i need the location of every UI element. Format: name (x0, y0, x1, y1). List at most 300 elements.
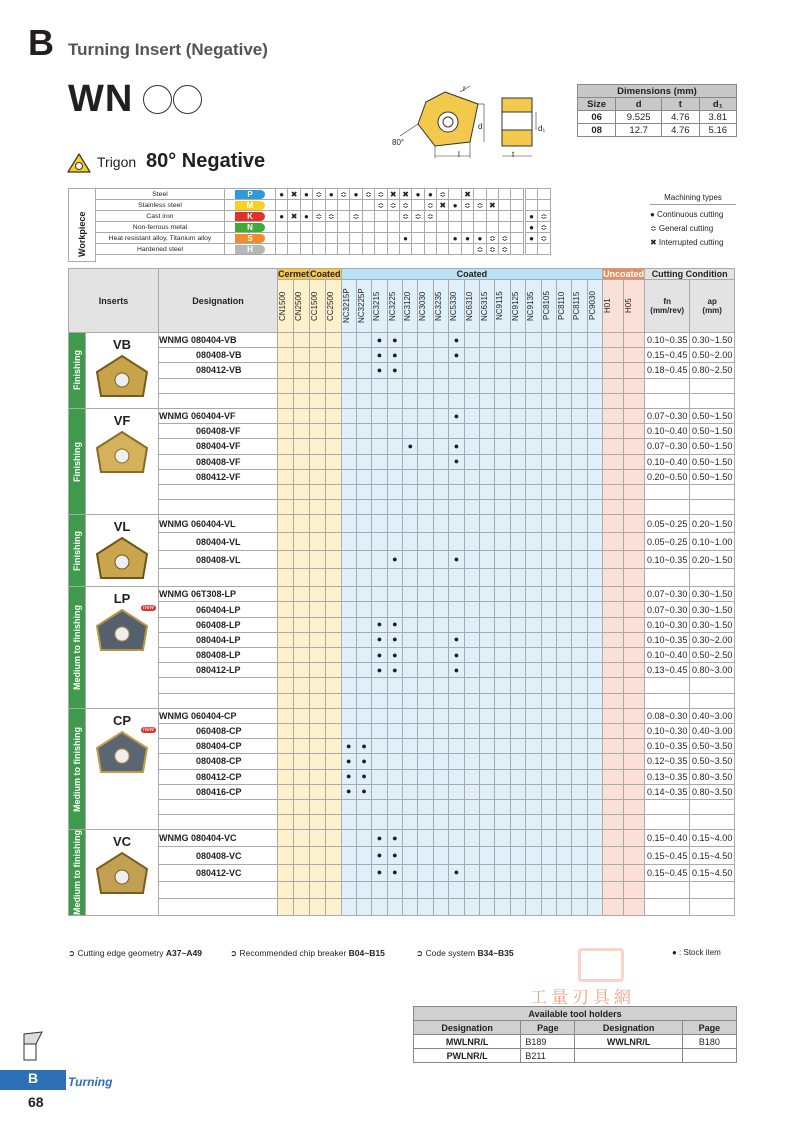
grade-header (278, 280, 294, 333)
machining-mark: ≎ (538, 233, 550, 244)
stock-cell (325, 678, 341, 693)
machining-mark (437, 244, 449, 255)
table-row (69, 408, 735, 423)
machining-mark: ≎ (375, 189, 387, 200)
designation-cell[interactable] (159, 551, 278, 569)
stock-cell (587, 847, 602, 864)
stock-cell (403, 551, 418, 569)
stock-cell (387, 739, 402, 754)
stock-cell (495, 754, 510, 769)
stock-cell (356, 830, 371, 847)
stock-cell (294, 484, 310, 499)
machining-mark (511, 189, 524, 200)
machining-mark (511, 200, 524, 211)
designation-code: 080404-VF (196, 441, 241, 452)
stock-cell (387, 648, 402, 663)
designation-code: 080412-LP (196, 665, 241, 676)
grade-name: NC9135 (526, 291, 536, 321)
stock-cell (387, 454, 402, 469)
stock-cell (341, 569, 356, 587)
machining-mark: ● (300, 189, 312, 200)
stock-cell (418, 830, 433, 847)
stock-cell (403, 830, 418, 847)
machining-mark (300, 233, 312, 244)
stock-cell (480, 569, 495, 587)
stock-cell (387, 754, 402, 769)
stock-cell (372, 899, 387, 916)
machining-mark: ● (300, 211, 312, 222)
designation-cell[interactable] (159, 363, 278, 378)
stock-cell (278, 533, 294, 551)
stock-cell (572, 500, 587, 515)
stock-cell (449, 469, 464, 484)
stock-cell (278, 500, 294, 515)
stock-cell (624, 754, 645, 769)
designation-cell[interactable] (159, 617, 278, 632)
stock-cell (624, 408, 645, 423)
stock-cell (403, 569, 418, 587)
stock-dot-icon: ● (453, 867, 460, 878)
stock-cell (495, 363, 510, 378)
stock-cell (624, 632, 645, 647)
stock-cell (587, 663, 602, 678)
designation-cell[interactable] (159, 439, 278, 454)
designation-cell[interactable] (159, 739, 278, 754)
chip-breaker-code: VB (112, 337, 132, 352)
machining-mark (449, 222, 461, 233)
stock-cell (310, 881, 326, 898)
stock-cell (433, 617, 448, 632)
insert-table (68, 268, 735, 916)
stock-cell (557, 378, 572, 393)
stock-cell (387, 439, 402, 454)
machining-mark: ≎ (461, 200, 473, 211)
stock-cell (433, 569, 448, 587)
stock-cell (387, 830, 402, 847)
stock-cell (572, 551, 587, 569)
machining-mark (325, 233, 337, 244)
machining-mark (325, 200, 337, 211)
stock-cell (403, 602, 418, 617)
machining-mark (375, 211, 387, 222)
grade-header (387, 280, 402, 333)
stock-cell (495, 408, 510, 423)
stock-cell (310, 784, 326, 799)
machining-mark (313, 200, 325, 211)
stock-cell (526, 469, 541, 484)
machining-mark: ● (276, 211, 288, 222)
stock-cell (480, 899, 495, 916)
stock-cell (480, 881, 495, 898)
machining-mark (288, 222, 300, 233)
stock-cell (495, 864, 510, 881)
stock-cell (325, 348, 341, 363)
workpiece-row (96, 211, 551, 222)
stock-cell (310, 469, 326, 484)
stock-cell (557, 602, 572, 617)
ap-value: 0.50~1.50 (690, 439, 735, 454)
stock-cell (294, 424, 310, 439)
stock-cell (310, 484, 326, 499)
stock-cell (541, 693, 556, 708)
stock-cell (372, 678, 387, 693)
stock-cell (480, 693, 495, 708)
fn-value (645, 693, 690, 708)
stock-cell (495, 439, 510, 454)
stock-cell (449, 500, 464, 515)
designation-code: 080412-VF (196, 471, 241, 482)
stock-cell (557, 864, 572, 881)
stock-cell (310, 830, 326, 847)
ap-unit: (mm) (702, 306, 722, 315)
stock-cell (433, 739, 448, 754)
label-r: r (463, 84, 466, 93)
table-row (69, 847, 735, 864)
stock-cell (356, 348, 371, 363)
grade-name: NC6315 (480, 291, 490, 321)
stock-cell (372, 378, 387, 393)
stock-cell (403, 881, 418, 898)
stock-cell (310, 754, 326, 769)
stock-cell (433, 708, 448, 723)
stock-cell (341, 393, 356, 408)
stock-cell (526, 533, 541, 551)
stock-dot-icon: ● (453, 410, 460, 421)
designation-cell[interactable] (159, 515, 278, 533)
holder-designation[interactable]: PWLNR/L (414, 1049, 521, 1063)
designation-cell[interactable] (159, 469, 278, 484)
stock-cell (557, 815, 572, 830)
application-text: Finishing (72, 441, 82, 482)
designation-code: 080404-CP (196, 741, 242, 752)
stock-cell (587, 515, 602, 533)
designation-cell[interactable] (159, 754, 278, 769)
stock-cell (464, 815, 479, 830)
stock-cell (294, 899, 310, 916)
application-label (69, 515, 86, 587)
stock-cell (603, 469, 624, 484)
designation-prefix: WNMG (159, 518, 189, 529)
stock-cell (433, 784, 448, 799)
table-row (69, 378, 735, 393)
machining-mark (486, 222, 498, 233)
dim-cell: 4.76 (662, 111, 699, 124)
table-row (69, 784, 735, 799)
stock-cell (464, 784, 479, 799)
designation-cell[interactable] (159, 408, 278, 423)
stock-cell (356, 678, 371, 693)
stock-cell (526, 617, 541, 632)
stock-cell (495, 799, 510, 814)
machining-mark (412, 200, 424, 211)
designation-cell[interactable] (159, 847, 278, 864)
fn-value (645, 484, 690, 499)
stock-cell (449, 784, 464, 799)
stock-cell (387, 533, 402, 551)
machining-mark: ≎ (538, 222, 550, 233)
stock-cell (325, 708, 341, 723)
holder-page[interactable]: B211 (521, 1049, 575, 1063)
stock-cell (624, 363, 645, 378)
stock-cell (372, 454, 387, 469)
stock-dot-icon: ● (407, 440, 413, 451)
machining-mark (337, 222, 349, 233)
stock-cell (526, 881, 541, 898)
stock-cell (449, 393, 464, 408)
stock-cell (510, 784, 525, 799)
stock-cell (557, 769, 572, 784)
workpiece-label: Workpiece (77, 211, 87, 257)
stock-cell (372, 500, 387, 515)
ap-value: 0.80~2.50 (690, 363, 735, 378)
holder-page[interactable]: B180 (682, 1035, 736, 1049)
stock-cell (603, 769, 624, 784)
insert-cell (86, 333, 159, 409)
stock-cell (624, 393, 645, 408)
stock-cell (510, 515, 525, 533)
stock-cell (403, 847, 418, 864)
stock-cell (480, 678, 495, 693)
stock-cell (541, 617, 556, 632)
designation-cell[interactable] (159, 864, 278, 881)
stock-cell (480, 708, 495, 723)
stock-cell (325, 602, 341, 617)
stock-cell (310, 899, 326, 916)
stock-cell (310, 424, 326, 439)
stock-cell (278, 799, 294, 814)
stock-cell (341, 632, 356, 647)
stock-cell (310, 617, 326, 632)
stock-cell (464, 424, 479, 439)
stock-cell (624, 378, 645, 393)
designation-prefix: WNMG (159, 833, 189, 844)
stock-cell (433, 847, 448, 864)
stock-cell (464, 602, 479, 617)
stock-cell (557, 723, 572, 738)
stock-cell (278, 899, 294, 916)
designation-cell[interactable] (159, 454, 278, 469)
stock-cell (294, 587, 310, 602)
designation-cell[interactable] (159, 663, 278, 678)
col-fn (645, 280, 690, 333)
machining-mark (362, 200, 374, 211)
stock-cell (526, 899, 541, 916)
stock-cell (294, 454, 310, 469)
application-text: Medium to finishing (72, 830, 82, 916)
stock-cell (541, 408, 556, 423)
stock-cell (572, 469, 587, 484)
stock-cell (624, 769, 645, 784)
stock-cell (356, 363, 371, 378)
ap-value (690, 799, 735, 814)
stock-cell (325, 739, 341, 754)
stock-cell (294, 864, 310, 881)
designation-cell[interactable] (159, 830, 278, 847)
stock-cell (341, 864, 356, 881)
machining-mark (350, 222, 362, 233)
stock-cell (356, 847, 371, 864)
fn-value (645, 569, 690, 587)
insert-photo-icon (93, 428, 151, 478)
stock-cell (433, 348, 448, 363)
ref-chip-breaker[interactable] (230, 948, 385, 959)
stock-cell (403, 515, 418, 533)
stock-cell (449, 348, 464, 363)
page-title: Turning Insert (Negative) (68, 40, 268, 59)
dim-cell: 4.76 (662, 124, 699, 137)
designation-cell[interactable] (159, 424, 278, 439)
stock-cell (572, 678, 587, 693)
stock-cell (510, 484, 525, 499)
stock-cell (325, 663, 341, 678)
fn-value: 0.05~0.25 (645, 515, 690, 533)
designation-cell[interactable] (159, 587, 278, 602)
designation-cell[interactable] (159, 708, 278, 723)
stock-cell (372, 617, 387, 632)
stock-cell (624, 348, 645, 363)
stock-dot-icon: ● (392, 334, 398, 345)
col-designation: Designation (159, 269, 278, 333)
stock-cell (557, 648, 572, 663)
ref-edge-geometry[interactable] (68, 948, 202, 959)
stock-cell (480, 769, 495, 784)
grade-header (418, 280, 433, 333)
stock-cell (403, 500, 418, 515)
stock-cell (278, 723, 294, 738)
stock-cell (310, 515, 326, 533)
stock-cell (356, 551, 371, 569)
stock-cell (464, 899, 479, 916)
stock-cell (310, 847, 326, 864)
fn-value: 0.10~0.35 (645, 632, 690, 647)
ap-value: 0.20~1.50 (690, 551, 735, 569)
stock-cell (387, 408, 402, 423)
stock-cell (557, 708, 572, 723)
stock-cell (356, 500, 371, 515)
stock-cell (387, 500, 402, 515)
fn-value: 0.08~0.30 (645, 708, 690, 723)
holder-page[interactable]: B189 (521, 1035, 575, 1049)
stock-cell (387, 587, 402, 602)
designation-cell[interactable] (159, 632, 278, 647)
stock-cell (526, 587, 541, 602)
designation-cell[interactable] (159, 333, 278, 348)
stock-cell (587, 617, 602, 632)
stock-cell (572, 348, 587, 363)
stock-cell (572, 648, 587, 663)
stock-cell (495, 587, 510, 602)
stock-cell (341, 515, 356, 533)
stock-cell (587, 484, 602, 499)
stock-cell (433, 454, 448, 469)
stock-cell (387, 899, 402, 916)
stock-cell (278, 847, 294, 864)
holder-designation[interactable]: WWLNR/L (575, 1035, 682, 1049)
stock-cell (310, 663, 326, 678)
grade-name: NC9125 (510, 291, 520, 321)
holder-designation[interactable]: MWLNR/L (414, 1035, 521, 1049)
stock-cell (403, 678, 418, 693)
machining-mark (362, 244, 374, 255)
stock-dot-icon: ● (376, 649, 383, 660)
stock-cell (495, 378, 510, 393)
stock-cell (526, 754, 541, 769)
stock-cell (341, 881, 356, 898)
stock-cell (541, 678, 556, 693)
designation-cell[interactable] (159, 784, 278, 799)
stock-cell (603, 617, 624, 632)
stock-cell (557, 663, 572, 678)
stock-cell (372, 784, 387, 799)
stock-cell (541, 899, 556, 916)
stock-cell (572, 864, 587, 881)
stock-cell (433, 393, 448, 408)
stock-cell (418, 348, 433, 363)
stock-cell (510, 723, 525, 738)
designation-cell[interactable] (159, 723, 278, 738)
stock-cell (480, 830, 495, 847)
stock-cell (603, 799, 624, 814)
stock-cell (464, 484, 479, 499)
stock-cell (449, 648, 464, 663)
stock-cell (418, 602, 433, 617)
stock-cell (603, 393, 624, 408)
machining-mark (511, 233, 524, 244)
stock-cell (418, 799, 433, 814)
fn-value: 0.13~0.35 (645, 769, 690, 784)
stock-cell (403, 363, 418, 378)
stock-cell (433, 602, 448, 617)
machining-mark (337, 233, 349, 244)
machining-mark (350, 200, 362, 211)
designation-cell[interactable] (159, 648, 278, 663)
stock-cell (418, 551, 433, 569)
stock-cell (541, 333, 556, 348)
grade-header (433, 280, 448, 333)
designation-cell[interactable] (159, 533, 278, 551)
designation-code: 060404-CP (191, 710, 237, 721)
stock-cell (341, 693, 356, 708)
designation-cell[interactable] (159, 348, 278, 363)
stock-cell (310, 348, 326, 363)
stock-cell (325, 754, 341, 769)
machining-mark (461, 222, 473, 233)
stock-cell (480, 617, 495, 632)
machining-mark (449, 189, 461, 200)
stock-dot-icon: ● (376, 850, 383, 861)
fn-label: fn (663, 297, 671, 306)
designation-cell[interactable] (159, 602, 278, 617)
table-row (69, 424, 735, 439)
stock-dot-icon: ● (346, 755, 352, 766)
stock-cell (294, 602, 310, 617)
stock-cell (557, 693, 572, 708)
stock-cell (624, 602, 645, 617)
grade-name: NC3225 (387, 291, 397, 321)
stock-cell (356, 799, 371, 814)
designation-cell[interactable] (159, 769, 278, 784)
stock-cell (449, 617, 464, 632)
designation-cell (159, 484, 278, 499)
dim-cell: 5.16 (699, 124, 736, 137)
stock-cell (603, 754, 624, 769)
stock-cell (372, 739, 387, 754)
stock-dot-icon: ● (392, 850, 398, 861)
machining-mark (499, 189, 511, 200)
ref-code-system[interactable] (416, 948, 514, 959)
machining-mark (387, 233, 399, 244)
stock-cell (310, 799, 326, 814)
